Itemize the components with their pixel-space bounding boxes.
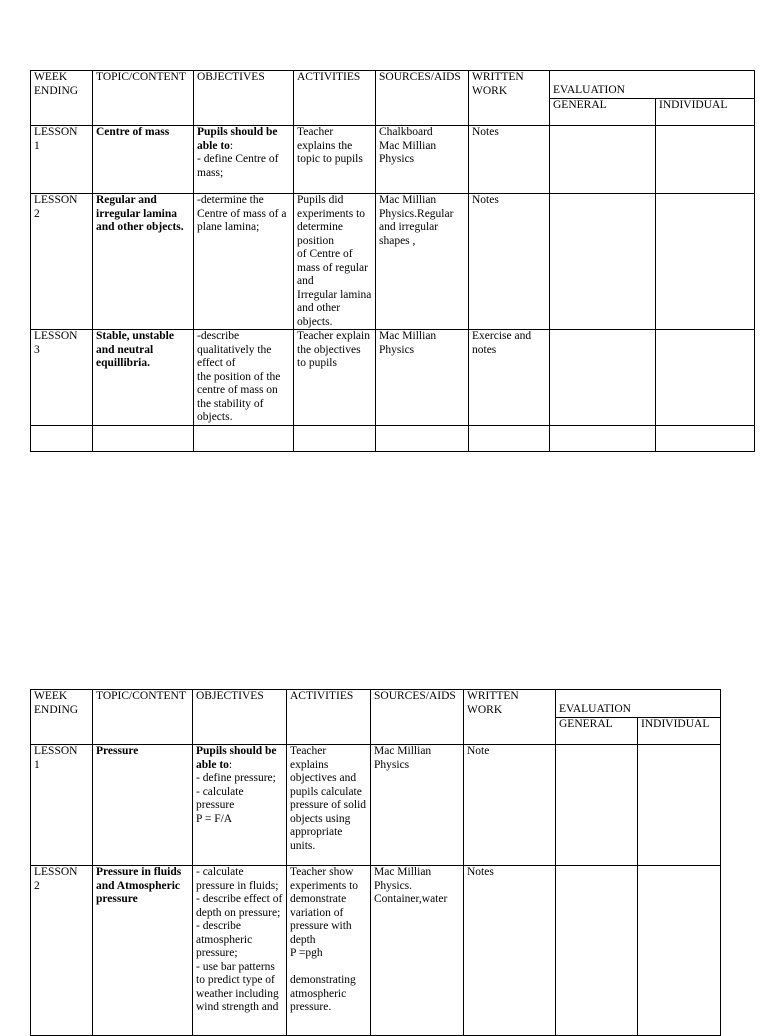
sources-cell: Mac Millian Physics [376, 330, 469, 426]
activities-cell: Teacher show experiments to demonstrate variation of pressure with depth P =pgh demonstrating atmospheric pressure. [287, 866, 371, 1036]
table-row [31, 126, 755, 194]
evaluation-general-cell [550, 330, 656, 426]
header-written-work: WRITTEN WORK [469, 71, 550, 126]
topic-cell: Pressure in fluids and Atmospheric pressure [93, 866, 193, 1036]
evaluation-general-cell [556, 866, 638, 1036]
objectives-cell: - calculate pressure in fluids; - describe effect of depth on pressure; - describe atmospheric pressure; - use bar patterns to predict type of weather including wind strength and [193, 866, 287, 1036]
evaluation-general-cell [550, 126, 656, 194]
objectives-cell: -describe qualitatively the effect of the position of the centre of mass on the stability of objects. [194, 330, 294, 426]
evaluation-individual-cell [638, 745, 721, 866]
week-cell: LESSON 2 [31, 194, 93, 330]
evaluation-general-cell [556, 745, 638, 866]
sources-cell: Mac Millian Physics. Container,water [371, 866, 464, 1036]
topic-cell: Centre of mass [93, 126, 194, 194]
objectives-cell: -determine the Centre of mass of a plane lamina; [194, 194, 294, 330]
header-general: GENERAL [556, 718, 638, 745]
week-cell: LESSON 1 [31, 126, 93, 194]
header-week-ending: WEEK ENDING [31, 690, 93, 745]
written-work-cell: Note [464, 745, 556, 866]
objectives-cell: Pupils should be able to: - define Centre of mass; [194, 126, 294, 194]
header-objectives: OBJECTIVES [194, 71, 294, 126]
week-cell: LESSON 1 [31, 745, 93, 866]
activities-cell: Teacher explains objectives and pupils calculate pressure of solid objects using appropriate units. [287, 745, 371, 866]
evaluation-individual-cell [656, 330, 755, 426]
sources-cell: Mac Millian Physics.Regular and irregular shapes , [376, 194, 469, 330]
table-row [31, 866, 721, 1036]
topic-cell: Regular and irregular lamina and other objects. [93, 194, 194, 330]
table-row [31, 330, 755, 426]
header-sources: SOURCES/AIDS [371, 690, 464, 745]
written-work-cell: Exercise and notes [469, 330, 550, 426]
header-topic: TOPIC/CONTENT [93, 71, 194, 126]
header-individual: INDIVIDUAL [638, 718, 721, 745]
lesson-plan-table-1 [30, 70, 755, 452]
activities-cell: Teacher explains the topic to pupils [294, 126, 376, 194]
topic-cell: Stable, unstable and neutral equillibria. [93, 330, 194, 426]
header-activities: ACTIVITIES [294, 71, 376, 126]
lesson-plan-table-2 [30, 689, 721, 1036]
activities-cell: Teacher explain the objectives to pupils [294, 330, 376, 426]
objectives-cell: Pupils should be able to: - define pressure; - calculate pressure P = F/A [193, 745, 287, 866]
sources-cell: Mac Millian Physics [371, 745, 464, 866]
table-row [31, 745, 721, 866]
header-written-work: WRITTEN WORK [464, 690, 556, 745]
week-cell: LESSON 2 [31, 866, 93, 1036]
topic-cell: Pressure [93, 745, 193, 866]
activities-cell: Pupils did experiments to determine position of Centre of mass of regular and Irregular lamina and other objects. [294, 194, 376, 330]
header-evaluation: EVALUATION [550, 71, 755, 99]
table-row-empty [31, 425, 755, 451]
header-general: GENERAL [550, 99, 656, 126]
written-work-cell: Notes [464, 866, 556, 1036]
table-row [31, 194, 755, 330]
written-work-cell: Notes [469, 126, 550, 194]
header-individual: INDIVIDUAL [656, 99, 755, 126]
header-activities: ACTIVITIES [287, 690, 371, 745]
week-cell: LESSON 3 [31, 330, 93, 426]
header-sources: SOURCES/AIDS [376, 71, 469, 126]
evaluation-individual-cell [638, 866, 721, 1036]
evaluation-general-cell [550, 194, 656, 330]
header-objectives: OBJECTIVES [193, 690, 287, 745]
sources-cell: Chalkboard Mac Millian Physics [376, 126, 469, 194]
header-topic: TOPIC/CONTENT [93, 690, 193, 745]
header-evaluation: EVALUATION [556, 690, 721, 718]
evaluation-individual-cell [656, 126, 755, 194]
header-week-ending: WEEK ENDING [31, 71, 93, 126]
evaluation-individual-cell [656, 194, 755, 330]
written-work-cell: Notes [469, 194, 550, 330]
